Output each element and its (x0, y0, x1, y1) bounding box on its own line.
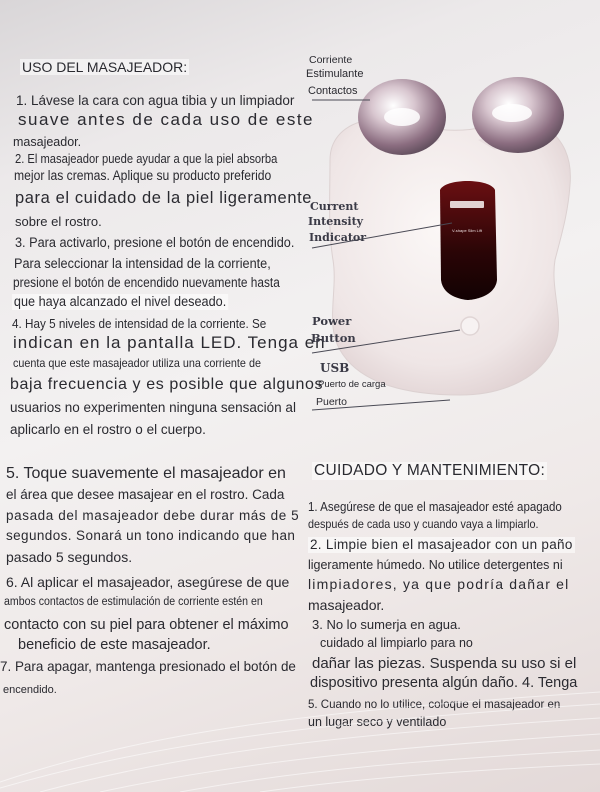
label-power: Power (312, 314, 352, 328)
label-current: Current (310, 200, 359, 213)
step-line: 6. Al aplicar el masajeador, asegúrese de que (6, 574, 290, 590)
step-line: pasado 5 segundos. (6, 549, 133, 565)
label-button: Button (311, 331, 356, 345)
care-line: dañar las piezas. Suspenda su uso si el (312, 655, 577, 672)
usage-line: cuenta que este masajeador utiliza una corriente de (13, 356, 261, 370)
usage-line: que haya alcanzado el nivel deseado. (13, 294, 227, 309)
label-puerto: Puerto (316, 396, 347, 408)
usage-line: 1. Lávese la cara con agua tibia y un limpiador (16, 93, 295, 108)
usage-line: mejor las cremas. Aplique su producto preferido (14, 168, 272, 183)
usage-line: baja frecuencia y es posible que algunos (10, 376, 324, 393)
care-line: 1. Asegúrese de que el masajeador esté apagado (308, 500, 562, 514)
usage-line: suave antes de cada uso de este (18, 110, 315, 129)
care-line: 5. Cuando no lo utilice, coloque el masajeador en (308, 697, 561, 711)
usage-line: para el cuidado de la piel ligeramente (15, 189, 313, 207)
intensity-bars (450, 201, 484, 208)
step-line: segundos. Sonará un tono indicando que han (6, 528, 296, 543)
step-line: el área que desee masajear en el rostro. Cada (6, 487, 285, 502)
usage-line: 2. El masajeador puede ayudar a que la piel absorba (15, 151, 278, 166)
care-heading: CUIDADO Y MANTENIMIENTO: (314, 462, 546, 479)
usage-line: presione el botón de encendido nuevamente hasta (13, 275, 280, 290)
care-line: 3. No lo sumerja en agua. (312, 617, 461, 632)
step-line: contacto con su piel para obtener el máximo (4, 617, 289, 633)
power-button (461, 317, 479, 335)
step-line: beneficio de este masajeador. (18, 637, 211, 653)
label-corriente: Corriente (309, 54, 353, 66)
usage-line: aplicarlo en el rostro o el cuerpo. (10, 422, 206, 437)
usage-line: 3. Para activarlo, presione el botón de encendido. (15, 235, 295, 250)
usage-line: sobre el rostro. (15, 214, 102, 229)
label-intensity: Intensity (308, 215, 364, 228)
label-puerto-de-carga: Puerto de carga (318, 379, 386, 390)
care-line: después de cada uso y cuando vaya a limpiarlo. (308, 517, 539, 531)
usage-line: Para seleccionar la intensidad de la corriente, (14, 256, 271, 271)
usage-heading: USO DEL MASAJEADOR: (22, 59, 188, 75)
label-indicator: Indicator (309, 231, 367, 244)
care-line: dispositivo presenta algún daño. 4. Tenga (310, 675, 578, 691)
care-line: limpiadores, ya que podría dañar el (308, 576, 570, 592)
label-contactos: Contactos (308, 85, 358, 97)
led-text: V-shape Slim Lift (451, 228, 483, 233)
usage-line: usuarios no experimenten ninguna sensación al (10, 400, 296, 415)
care-line: ligeramente húmedo. No utilice detergentes ni (308, 557, 563, 572)
care-line: masajeador. (308, 597, 385, 613)
care-line: un lugar seco y ventilado (308, 715, 447, 729)
usage-line: 4. Hay 5 niveles de intensidad de la corriente. Se (12, 316, 267, 331)
usage-line: indican en la pantalla LED. Tenga en (13, 333, 326, 352)
usage-line: masajeador. (13, 135, 82, 149)
step-line: 7. Para apagar, mantenga presionado el botón de (0, 658, 296, 674)
left-contact-ball (358, 79, 446, 155)
led-panel (440, 181, 497, 300)
label-usb: USB (320, 361, 350, 375)
step-line: pasada del masajeador debe durar más de 5 (6, 508, 300, 523)
care-line: 2. Limpie bien el masajeador con un paño (310, 537, 573, 552)
step-line: encendido. (3, 684, 57, 696)
step5-line: 5. Toque suavemente el masajeador en (6, 465, 286, 482)
step-line: ambos contactos de estimulación de corriente estén en (4, 596, 263, 608)
care-line: cuidado al limpiarlo para no (320, 636, 473, 650)
right-contact-ball (472, 77, 564, 153)
decorative-waves (0, 672, 600, 792)
label-estimulante: Estimulante (306, 68, 364, 80)
